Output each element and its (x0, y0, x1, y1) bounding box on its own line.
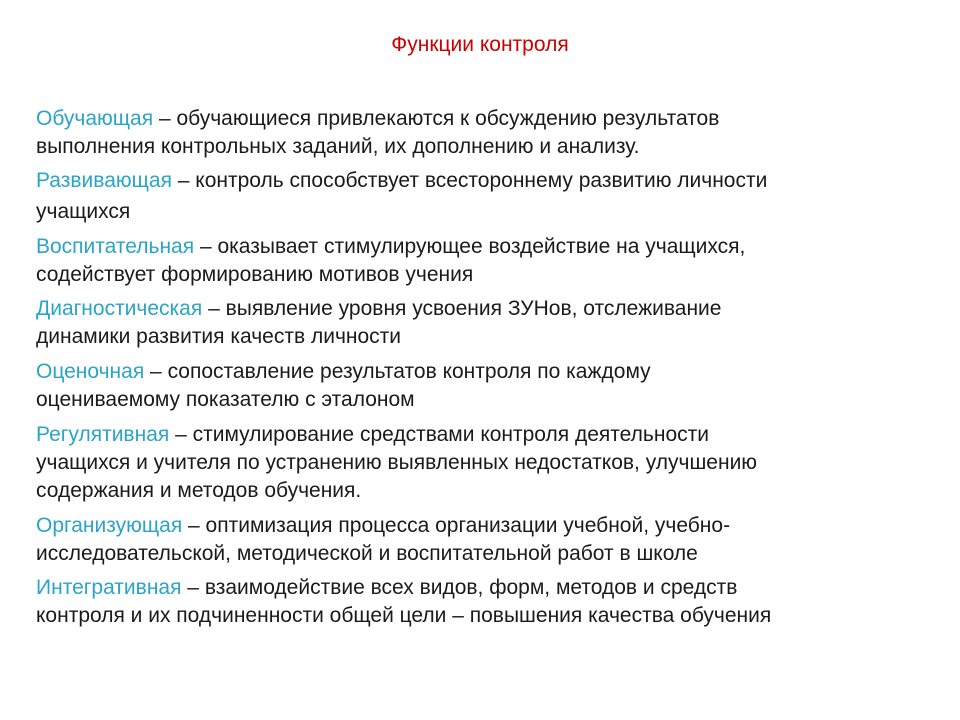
function-description: – оказывает стимулирующее воздействие на учащихся, (194, 235, 746, 258)
function-description: – сопоставление результатов контроля по каждому (144, 360, 651, 383)
function-item (36, 512, 916, 568)
item-line: содействует формированию мотивов учения (36, 263, 474, 286)
function-term: Диагностическая (36, 297, 203, 320)
function-description: – обучающиеся привлекаются к обсуждению результатов (153, 107, 720, 130)
item-line (36, 574, 916, 602)
function-description: – оптимизация процесса организации учебной, учебно- (182, 514, 731, 537)
item-line: динамики развития качеств личности (36, 325, 402, 348)
item-line (36, 105, 916, 133)
item-line: учащихся и учителя по устранению выявленных недостатков, улучшению (36, 451, 758, 474)
function-item (36, 295, 916, 351)
function-item (36, 574, 916, 630)
function-term: Организующая (36, 514, 183, 537)
item-line: контроля и их подчиненности общей цели – повышения качества обучения (36, 604, 772, 627)
function-term: Интегративная (36, 576, 182, 599)
function-description: – контроль способствует всестороннему развитию личности (171, 169, 768, 192)
function-description: – выявление уровня усвоения ЗУНов, отслеживание (202, 297, 722, 320)
item-line (36, 233, 916, 261)
function-description: – взаимодействие всех видов, форм, методов и средств (181, 576, 738, 599)
function-term: Развивающая (36, 169, 172, 192)
function-term: Оценочная (36, 360, 145, 383)
item-line: содержания и методов обучения. (36, 479, 362, 502)
function-item (36, 167, 916, 229)
item-line (36, 167, 916, 195)
function-term: Воспитательная (36, 235, 195, 258)
item-line (36, 421, 916, 449)
item-line: выполнения контрольных заданий, их дополнению и анализу. (36, 135, 640, 158)
item-line: учащихся (36, 200, 131, 223)
item-line (36, 295, 916, 323)
slide-title: Функции контроля (391, 33, 569, 56)
function-item (36, 358, 916, 414)
item-line (36, 358, 916, 386)
item-line: исследовательской, методической и воспитательной работ в школе (36, 542, 698, 565)
function-item (36, 421, 916, 505)
function-term: Регулятивная (36, 423, 170, 446)
function-item (36, 105, 916, 161)
function-term: Обучающая (36, 107, 154, 130)
item-line (36, 512, 916, 540)
function-item (36, 233, 916, 289)
item-line: оцениваемому показателю с эталоном (36, 388, 415, 411)
function-description: – стимулирование средствами контроля деятельности (169, 423, 709, 446)
